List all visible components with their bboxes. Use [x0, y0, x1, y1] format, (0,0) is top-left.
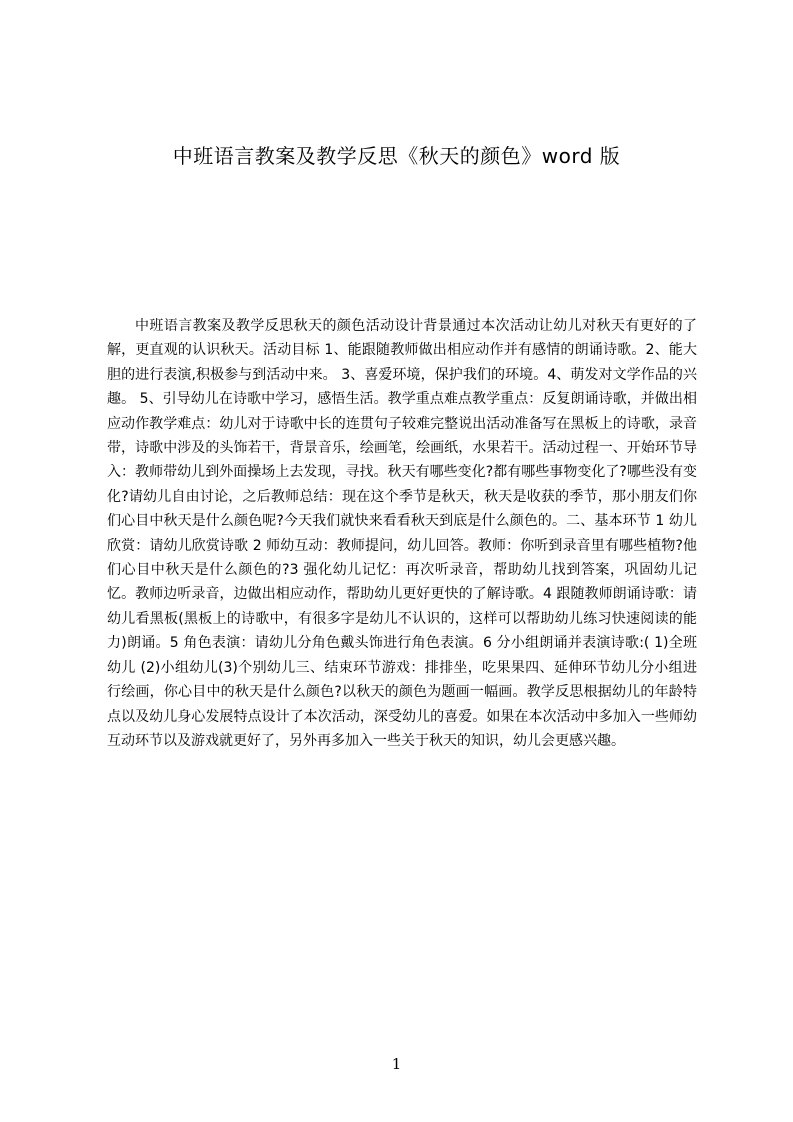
body-paragraph: 中班语言教案及教学反思秋天的颜色活动设计背景通过本次活动让幼儿对秋天有更好的了解，更直观的认识秋天。活动目标 1、能跟随教师做出相应动作并有感情的朗诵诗歌。2、能大胆的进行表演,积极参与到活动中来。 3、喜爱环境，保护我们的环境。4、萌发对文学作品的兴趣。 5、引导幼儿在诗歌中学习，感悟生活。教学重点难点教学重点：反复朗诵诗歌，并做出相应动作教学难点：幼儿对于诗歌中长的连贯句子较难完整说出活动准备写在黑板上的诗歌，录音带，诗歌中涉及的头饰若干，背景音乐，绘画笔，绘画纸，水果若干。活动过程一、开始环节导入：教师带幼儿到外面操场上去发现，寻找。秋天有哪些变化?都有哪些事物变化了?哪些没有变化?请幼儿自由讨论，之后教师总结：现在这个季节是秋天，秋天是收获的季节，那小朋友们你们心目中秋天是什么颜色呢?今天我们就快来看看秋天到底是什么颜色的。二、基本环节 1 幼儿欣赏：请幼儿欣赏诗歌 2 师幼互动：教师提问，幼儿回答。教师：你听到录音里有哪些植物?他们心目中秋天是什么颜色的?3 强化幼儿记忆：再次听录音，帮助幼儿找到答案，巩固幼儿记忆。教师边听录音，边做出相应动作，帮助幼儿更好更快的了解诗歌。4 跟随教师朗诵诗歌：请幼儿看黑板(黑板上的诗歌中，有很多字是幼儿不认识的，这样可以帮助幼儿练习快速阅读的能力)朗诵。5 角色表演：请幼儿分角色戴头饰进行角色表演。6 分小组朗诵并表演诗歌:( 1)全班幼儿 (2)小组幼儿(3)个别幼儿三、结束环节游戏：排排坐，吃果果四、延伸环节幼儿分小组进行绘画，你心目中的秋天是什么颜色?以秋天的颜色为题画一幅画。教学反思根据幼儿的年龄特点以及幼儿身心发展特点设计了本次活动，深受幼儿的喜爱。如果在本次活动中多加入一些师幼互动环节以及游戏就更好了，另外再多加入一些关于秋天的知识，幼儿会更感兴趣。: [107, 318, 697, 749]
page-number: 1: [391, 1055, 402, 1073]
page-title: 中班语言教案及教学反思《秋天的颜色》word 版: [172, 144, 621, 168]
